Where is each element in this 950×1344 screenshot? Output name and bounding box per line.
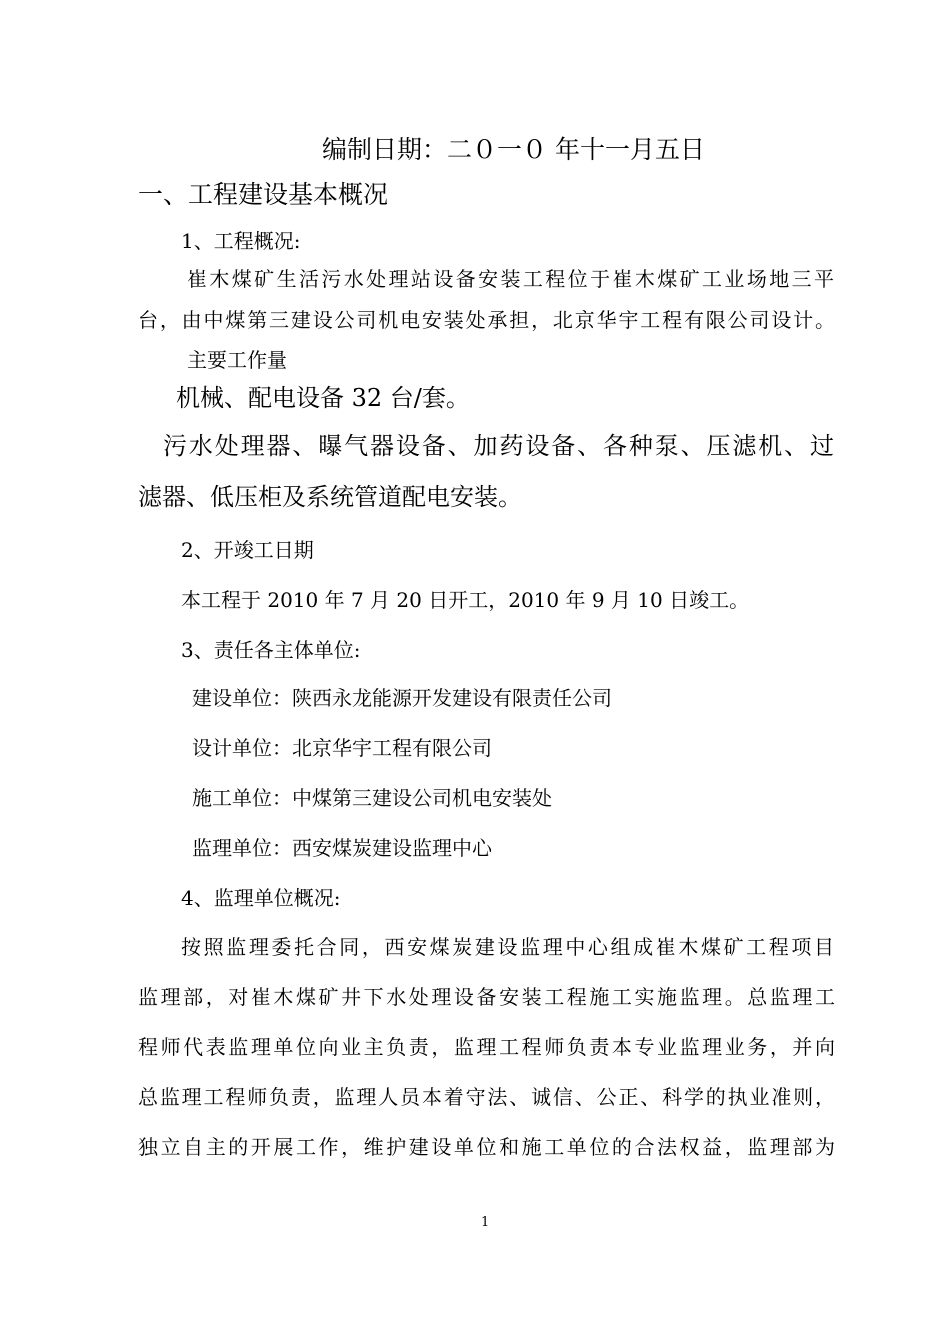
supervision-paragraph-line: 监理部，对崔木煤矿井下水处理设备安装工程施工实施监理。总监理工 [138,985,835,1009]
supervision-paragraph-line: 程师代表监理单位向业主负责，监理工程师负责本专业监理业务，并向 [138,1035,835,1059]
heading-responsible-units: 3、责任各主体单位: [181,638,361,662]
overview-paragraph-line-1: 崔木煤矿生活污水处理站设备安装工程位于崔木煤矿工业场地三平 [187,267,834,291]
unit-design: 设计单位：北京华宇工程有限公司 [192,736,492,760]
construction-dates-text: 本工程于 2010 年 7 月 20 日开工，2010 年 9 月 10 日竣工。 [181,588,750,612]
workload-label: 主要工作量 [187,348,287,372]
heading-supervision-overview: 4、监理单位概况: [181,886,341,910]
unit-supervision: 监理单位：西安煤炭建设监理中心 [192,836,492,860]
section-title-overview: 一、工程建设基本概况 [138,180,389,209]
compile-date: 编制日期：二０一０ 年十一月五日 [322,135,705,164]
unit-contractor: 施工单位：中煤第三建设公司机电安装处 [192,786,552,810]
installation-items-line-1: 污水处理器、曝气器设备、加药设备、各种泵、压滤机、过 [163,432,834,460]
page-number: 1 [481,1215,490,1230]
supervision-paragraph-line: 总监理工程师负责，监理人员本着守法、诚信、公正、科学的执业准则， [138,1085,835,1109]
supervision-paragraph-line: 按照监理委托合同，西安煤炭建设监理中心组成崔木煤矿工程项目 [181,935,834,959]
installation-items-line-2: 滤器、低压柜及系统管道配电安装。 [138,483,522,511]
heading-project-overview: 1、工程概况: [181,229,301,253]
equipment-count-line: 机械、配电设备 32 台/套。 [176,384,470,412]
unit-construction-owner: 建设单位：陕西永龙能源开发建设有限责任公司 [192,686,612,710]
heading-construction-dates: 2、开竣工日期 [181,538,314,562]
supervision-paragraph-line: 独立自主的开展工作，维护建设单位和施工单位的合法权益，监理部为 [138,1135,835,1159]
overview-paragraph-line-2: 台，由中煤第三建设公司机电安装处承担，北京华宇工程有限公司设计。 [138,308,835,332]
